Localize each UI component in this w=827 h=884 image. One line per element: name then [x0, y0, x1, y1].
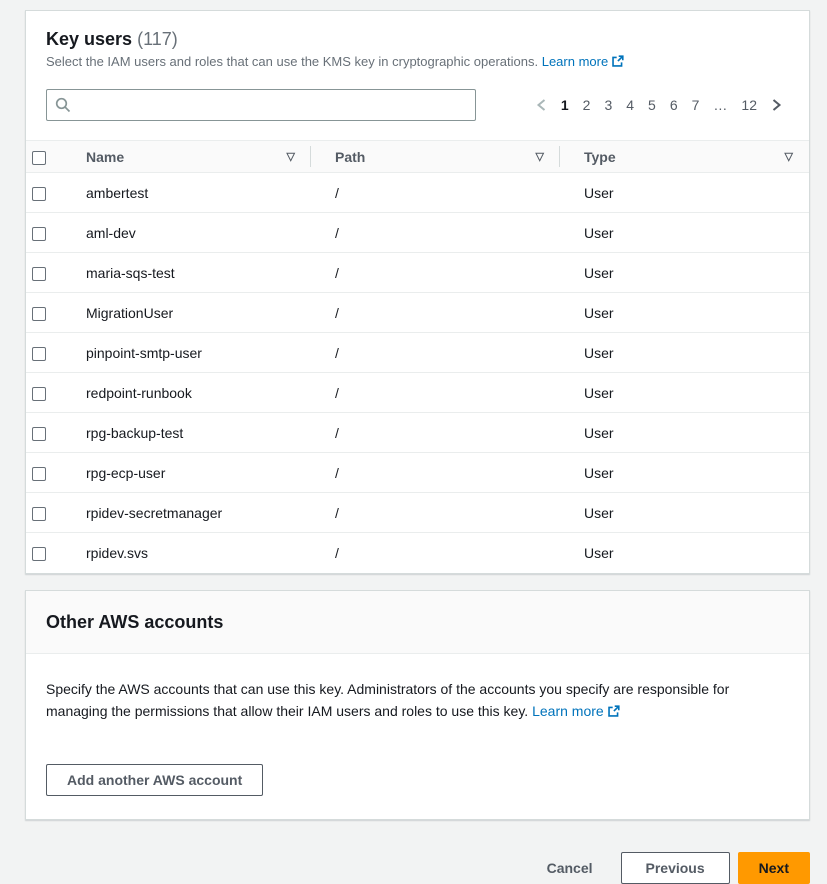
external-link-icon: [611, 55, 624, 73]
row-checkbox[interactable]: [32, 307, 46, 321]
column-header-path[interactable]: [311, 141, 560, 173]
pagination-page[interactable]: 6: [663, 93, 685, 117]
table-row: [26, 173, 809, 213]
add-aws-account-button[interactable]: Add another AWS account: [46, 764, 263, 796]
previous-button[interactable]: Previous: [621, 852, 730, 884]
sort-icon[interactable]: ▽: [535, 151, 544, 163]
cell-name: aml-dev: [62, 213, 311, 253]
learn-more-link[interactable]: Learn more: [541, 54, 609, 69]
pagination-page[interactable]: 12: [734, 93, 764, 117]
key-users-panel: [25, 10, 810, 574]
panel-title: [46, 27, 789, 51]
row-checkbox[interactable]: [32, 227, 46, 241]
pagination-page[interactable]: 3: [597, 93, 619, 117]
pagination-page[interactable]: 7: [685, 93, 707, 117]
table-row: [26, 293, 809, 333]
cell-type: User: [560, 293, 809, 333]
column-label: Name: [86, 148, 125, 165]
row-checkbox[interactable]: [32, 547, 46, 561]
other-accounts-body: [26, 654, 809, 819]
cell-type: User: [560, 253, 809, 293]
pagination-page[interactable]: 5: [641, 93, 663, 117]
table-row: [26, 373, 809, 413]
panel-description: [46, 53, 789, 73]
pagination-page[interactable]: 2: [576, 93, 598, 117]
cell-type: User: [560, 373, 809, 413]
row-checkbox[interactable]: [32, 507, 46, 521]
table-row: [26, 413, 809, 453]
cell-name: rpidev.svs: [62, 533, 311, 573]
sort-icon[interactable]: ▽: [784, 151, 793, 163]
cell-name: rpg-backup-test: [62, 413, 311, 453]
wizard-footer: [25, 852, 810, 884]
pagination-page[interactable]: 1: [554, 93, 576, 117]
cell-name: maria-sqs-test: [62, 253, 311, 293]
column-header-type[interactable]: [560, 141, 809, 173]
table-header-row: [26, 141, 809, 173]
pagination-page[interactable]: 4: [619, 93, 641, 117]
cell-name: redpoint-runbook: [62, 373, 311, 413]
panel-count: (117): [137, 29, 178, 49]
cell-type: User: [560, 533, 809, 573]
cell-type: User: [560, 453, 809, 493]
table-row: [26, 533, 809, 573]
key-users-table: [26, 140, 809, 573]
cell-type: User: [584, 184, 614, 201]
other-accounts-header: [26, 591, 809, 654]
key-users-header: [26, 11, 809, 121]
section-description: [46, 678, 766, 724]
column-header-name[interactable]: [62, 141, 311, 173]
pagination-ellipsis: …: [713, 97, 728, 113]
cell-name: rpidev-secretmanager: [62, 493, 311, 533]
cell-path: /: [311, 413, 560, 453]
chevron-left-icon: [536, 98, 547, 112]
cell-path: /: [335, 184, 339, 201]
cell-type: User: [560, 213, 809, 253]
row-checkbox[interactable]: [32, 347, 46, 361]
cell-name: pinpoint-smtp-user: [62, 333, 311, 373]
cancel-button[interactable]: Cancel: [546, 859, 593, 876]
cell-path: /: [311, 453, 560, 493]
sort-icon[interactable]: ▽: [286, 151, 295, 163]
column-label: Path: [335, 148, 366, 165]
search-input[interactable]: [46, 89, 476, 121]
row-checkbox[interactable]: [32, 427, 46, 441]
pagination-previous-button[interactable]: [529, 94, 554, 116]
pagination-next-button[interactable]: [764, 94, 789, 116]
cell-name: MigrationUser: [62, 293, 311, 333]
table-row: [26, 213, 809, 253]
cell-path: /: [311, 213, 560, 253]
panel-title-text: Key users: [46, 29, 133, 49]
column-label: Type: [584, 148, 616, 165]
cell-path: /: [311, 253, 560, 293]
cell-name: rpg-ecp-user: [62, 453, 311, 493]
table-toolbar: [46, 89, 789, 121]
chevron-right-icon: [771, 98, 782, 112]
next-button[interactable]: Next: [738, 852, 810, 884]
cell-path: /: [311, 293, 560, 333]
row-checkbox[interactable]: [32, 267, 46, 281]
cell-path: /: [311, 333, 560, 373]
cell-path: /: [311, 493, 560, 533]
cell-name: ambertest: [86, 184, 149, 201]
learn-more-link[interactable]: Learn more: [532, 702, 604, 719]
row-checkbox[interactable]: [32, 467, 46, 481]
search-icon: [55, 97, 71, 113]
search-box: [46, 89, 476, 121]
panel-description-text: Select the IAM users and roles that can use the KMS key in cryptographic operations.: [46, 54, 539, 69]
row-checkbox[interactable]: [32, 387, 46, 401]
cell-type: User: [560, 493, 809, 533]
cell-path: /: [311, 533, 560, 573]
cell-type: User: [560, 413, 809, 453]
table-row: [26, 253, 809, 293]
pagination: [529, 93, 789, 117]
cell-type: User: [560, 333, 809, 373]
row-checkbox[interactable]: [32, 187, 46, 201]
cell-path: /: [311, 373, 560, 413]
select-all-checkbox[interactable]: [32, 151, 46, 165]
table-row: [26, 453, 809, 493]
section-description-text: Specify the AWS accounts that can use this key. Administrators of the accounts you specify are responsible for managing the permissions that allow their IAM users and roles to use this key.: [46, 680, 730, 719]
external-link-icon: [607, 702, 620, 724]
other-aws-accounts-panel: [25, 590, 810, 820]
table-row: [26, 333, 809, 373]
table-row: [26, 493, 809, 533]
section-title: Other AWS accounts: [46, 611, 224, 632]
